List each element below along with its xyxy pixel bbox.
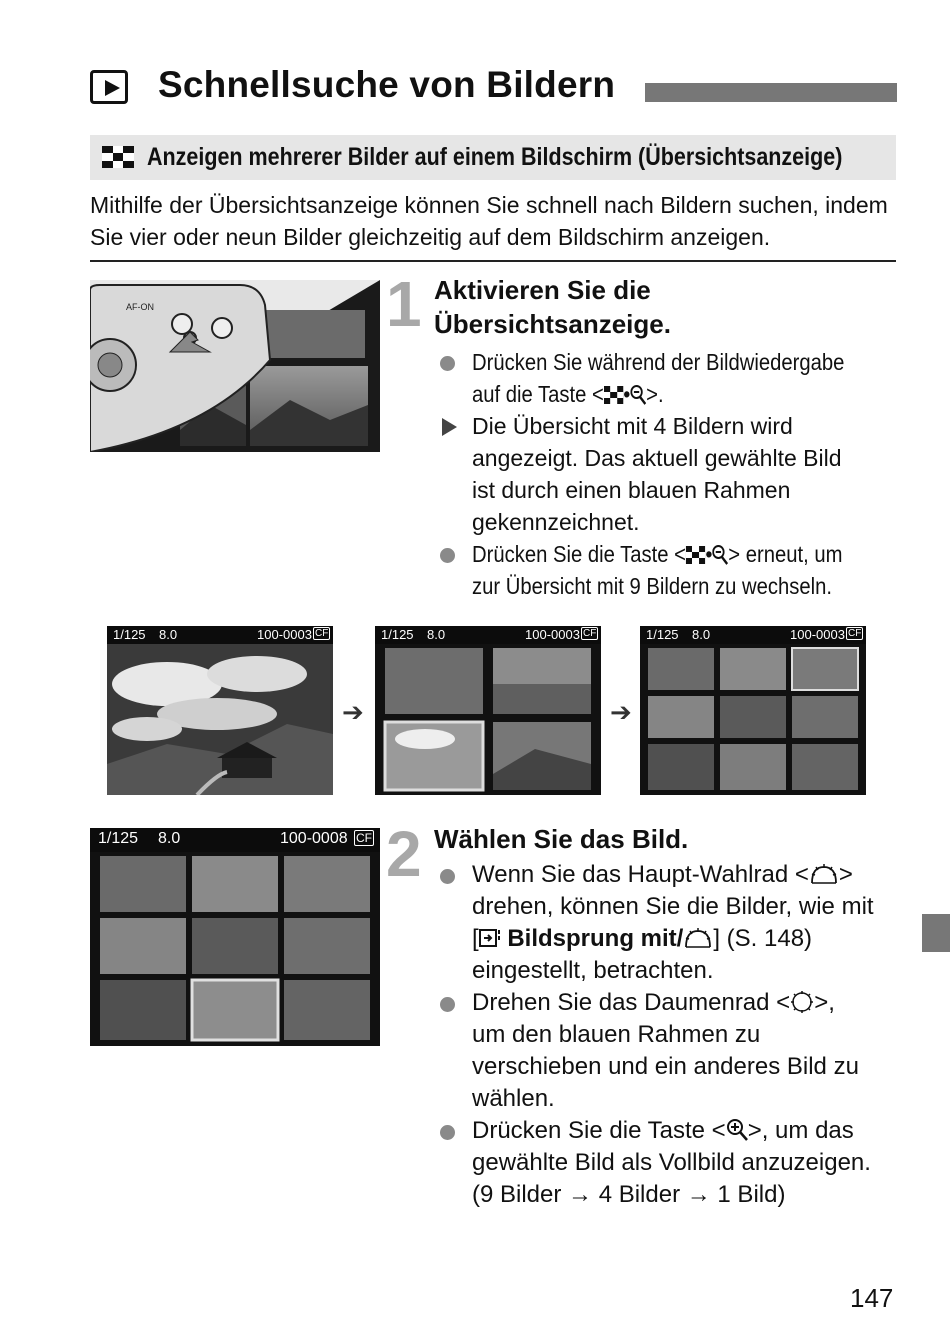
arrow-right-icon: ➔ [342, 697, 364, 727]
step1-title-line2: Übersichtsanzeige. [434, 309, 671, 339]
step2-bullet-2: Drehen Sie das Daumenrad < >, um den blauen Rahmen zu verschieben und ein anderes Bild zu wählen. [436, 987, 906, 1115]
play-icon [90, 70, 128, 104]
quick-control-dial-icon [790, 990, 814, 1014]
screen-info-bar: 1/125 8.0 100-0003 CF [640, 626, 866, 644]
step1-list [436, 346, 906, 602]
step-number-2: 2 [386, 818, 422, 890]
magnify-icon [630, 385, 646, 405]
screen-info-bar: 1/125 8.0 100-0008 CF [90, 828, 380, 852]
step2-bullet-1: Wenn Sie das Haupt-Wahlrad < > drehen, können Sie die Bilder, wie mit [ Bildsprung mit/ ] (S. 148) eingestellt, betrachten. [436, 859, 906, 987]
step2-bullet-3: Drücken Sie die Taste < >, um das gewählte Bild als Vollbild anzuzeigen. (9 Bilder → 4 Bilder → 1 Bild) [436, 1115, 906, 1211]
magnify-icon [712, 545, 728, 565]
arrow-right-icon: ➔ [610, 697, 632, 727]
bullet-dot-icon [440, 869, 455, 884]
step1-title [434, 273, 671, 341]
step1-bullet-2: Drücken Sie die Taste < • > erneut, um zur Übersicht mit 9 Bildern zu wechseln. [436, 538, 906, 602]
step1-result: Die Übersicht mit 4 Bildern wird angezeigt. Das aktuell gewählte Bild ist durch einen blauen Rahmen gekennzeichnet. [436, 410, 906, 538]
step2-title: Wählen Sie das Bild. [434, 824, 689, 854]
af-on-label: AF-ON [126, 302, 154, 312]
screen-nine-images [640, 626, 866, 795]
bullet-dot-icon [440, 548, 455, 563]
magnify-icon [726, 1118, 748, 1142]
screen-single-image [107, 626, 333, 795]
landscape-photo [107, 644, 333, 795]
jump-icon [479, 928, 501, 948]
screen-info-bar: 1/125 8.0 100-0003 CF [375, 626, 601, 644]
result-triangle-icon [442, 418, 457, 436]
camera-illustration [90, 280, 380, 452]
bullet-dot-icon [440, 997, 455, 1012]
chapter-tab [922, 914, 950, 952]
intro-paragraph: Mithilfe der Übersichtsanzeige können Sie schnell nach Bildern suchen, indem Sie vier oder neun Bilder gleichzeitig auf dem Bildschirm anzeigen. [90, 192, 888, 250]
title-rule-bar [645, 83, 897, 102]
bullet-dot-icon [440, 356, 455, 371]
step-number-1: 1 [386, 268, 422, 340]
nine-image-grid [640, 644, 866, 795]
section-title: Anzeigen mehrerer Bilder auf einem Bildschirm (Übersichtsanzeige) [147, 143, 843, 171]
step1-bullet-1: Drücken Sie während der Bildwiedergabe auf die Taste < • >. [436, 346, 906, 410]
main-dial-icon [809, 863, 839, 885]
bullet-dot-icon [440, 1125, 455, 1140]
screen-four-images [375, 626, 601, 795]
index-grid-icon [604, 386, 623, 404]
main-dial-icon [683, 927, 713, 949]
index-grid-icon [686, 546, 705, 564]
index-grid-icon [102, 146, 134, 168]
screen-info-bar: 1/125 8.0 100-0003 CF [107, 626, 333, 644]
four-image-grid [375, 644, 601, 795]
step2-list [436, 859, 906, 1211]
page-title: Schnellsuche von Bildern [158, 64, 616, 105]
page-number: 147 [850, 1283, 894, 1313]
screen-nine-images-step2 [90, 828, 380, 1046]
nine-image-grid [90, 852, 380, 1046]
step1-title-line1: Aktivieren Sie die [434, 275, 651, 305]
divider [90, 260, 896, 262]
